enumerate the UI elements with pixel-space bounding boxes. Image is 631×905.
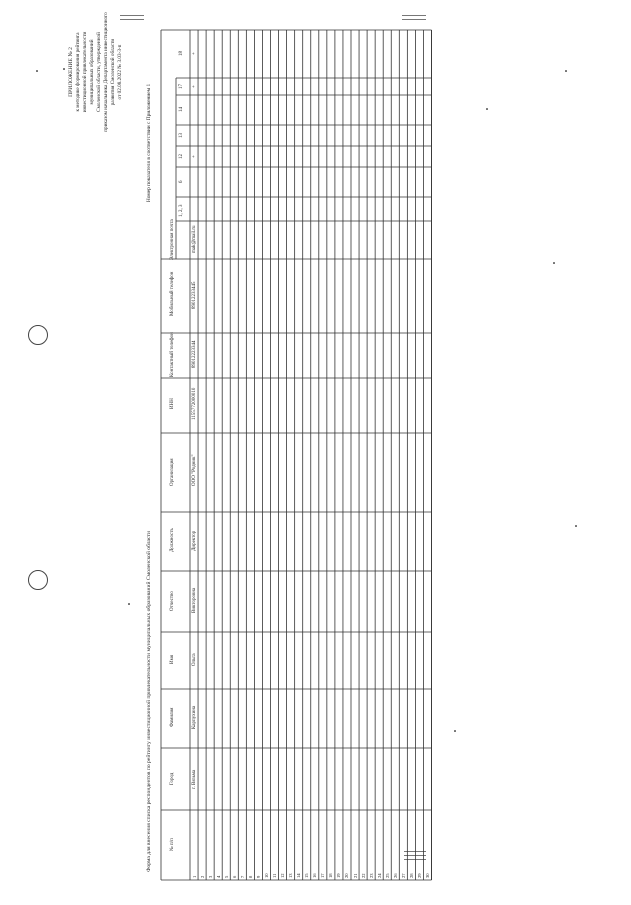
row-number: 17 — [320, 873, 326, 878]
appendix-title: ПРИЛОЖЕНИЕ № 2 — [68, 47, 74, 97]
row-number: 22 — [360, 873, 366, 878]
cell-c12: + — [191, 154, 197, 158]
row-number: 29 — [416, 873, 422, 878]
column-header: 6 — [179, 180, 184, 184]
row-number: 9 — [255, 875, 261, 878]
column-header: № п/п — [170, 838, 175, 851]
cell-email: mak@mail.ru — [191, 225, 197, 253]
row-number: 30 — [424, 873, 430, 878]
row-number: 10 — [263, 873, 269, 878]
cell-name: Ольга — [191, 653, 197, 667]
column-header: 18 — [179, 51, 184, 57]
row-number: 21 — [352, 873, 358, 878]
row-number: 20 — [344, 873, 350, 878]
row-number: 25 — [384, 873, 390, 878]
appendix-line: Смоленской области, утвержденной — [96, 32, 102, 112]
row-number: 2 — [199, 875, 205, 878]
row-number: 4 — [215, 875, 221, 878]
column-header: Организация — [170, 458, 175, 486]
column-header: Контактный телефон — [170, 332, 175, 378]
appendix-line: инвестиционной привлекательности — [82, 31, 88, 113]
cell-inn: 1155772000010 — [191, 388, 197, 421]
row-number: 6 — [231, 875, 237, 878]
column-header: Имя — [170, 655, 175, 665]
column-header: Город — [170, 772, 175, 785]
appendix-line: приказом начальника Департамента инвестиционного — [103, 12, 109, 132]
column-header: 1, 2, 3 — [179, 204, 184, 218]
row-number: 24 — [376, 873, 382, 878]
row-number: 11 — [272, 873, 277, 878]
cell-position: Директор — [191, 530, 197, 551]
row-number: 5 — [223, 875, 229, 878]
appendix-line: к методике формирования рейтинга — [75, 32, 81, 112]
column-header: ИНН — [170, 398, 175, 410]
cell-phone: 89012223344 — [191, 340, 197, 369]
column-header: 17 — [179, 83, 184, 89]
appendix-line: от 02.08.2022 № 3.03-3-п — [117, 44, 123, 100]
column-header: 13 — [179, 132, 184, 138]
row-number: 15 — [304, 873, 310, 878]
row-number: 1 — [191, 875, 197, 878]
cell-surname: Карпухина — [191, 705, 197, 729]
column-header: Мобильный телефон — [170, 272, 175, 317]
row-number: 18 — [328, 873, 334, 878]
cell-city: г. Вязьма — [191, 770, 197, 790]
row-number: 3 — [207, 875, 213, 878]
row-number: 13 — [288, 873, 294, 878]
row-number: 7 — [239, 875, 245, 878]
row-number: 27 — [400, 873, 406, 878]
row-number: 23 — [368, 873, 374, 878]
group-header: Номер показателя в соответствии с Приложением 1 — [146, 83, 152, 203]
row-number: 12 — [280, 873, 286, 878]
column-header: Должность — [170, 528, 175, 553]
row-number: 28 — [408, 873, 414, 878]
column-header: Отчество — [170, 591, 175, 612]
cell-patronymic: Викторовна — [191, 587, 197, 613]
column-header: 12 — [179, 153, 184, 159]
cell-c17: + — [191, 84, 197, 88]
column-header: 14 — [179, 107, 184, 113]
cell-org: ООО "Родник" — [191, 454, 197, 487]
row-number: 26 — [392, 873, 398, 878]
cell-mobile: 89012233445 — [191, 281, 197, 309]
column-header: Электронная почта — [170, 219, 175, 261]
row-number: 16 — [312, 873, 318, 878]
row-number: 14 — [296, 873, 302, 878]
column-header: Фамилия — [170, 707, 175, 727]
cell-c18: + — [191, 52, 197, 56]
row-number: 19 — [336, 873, 342, 878]
appendix-line: муниципальных образований — [89, 39, 95, 105]
row-number: 8 — [247, 875, 253, 878]
form-title: Форма для внесения списка респондентов по рейтингу инвестиционной привлекательности муниципальных образований Смоленской области — [146, 531, 152, 872]
appendix-line: развития Смоленской области — [110, 38, 116, 106]
